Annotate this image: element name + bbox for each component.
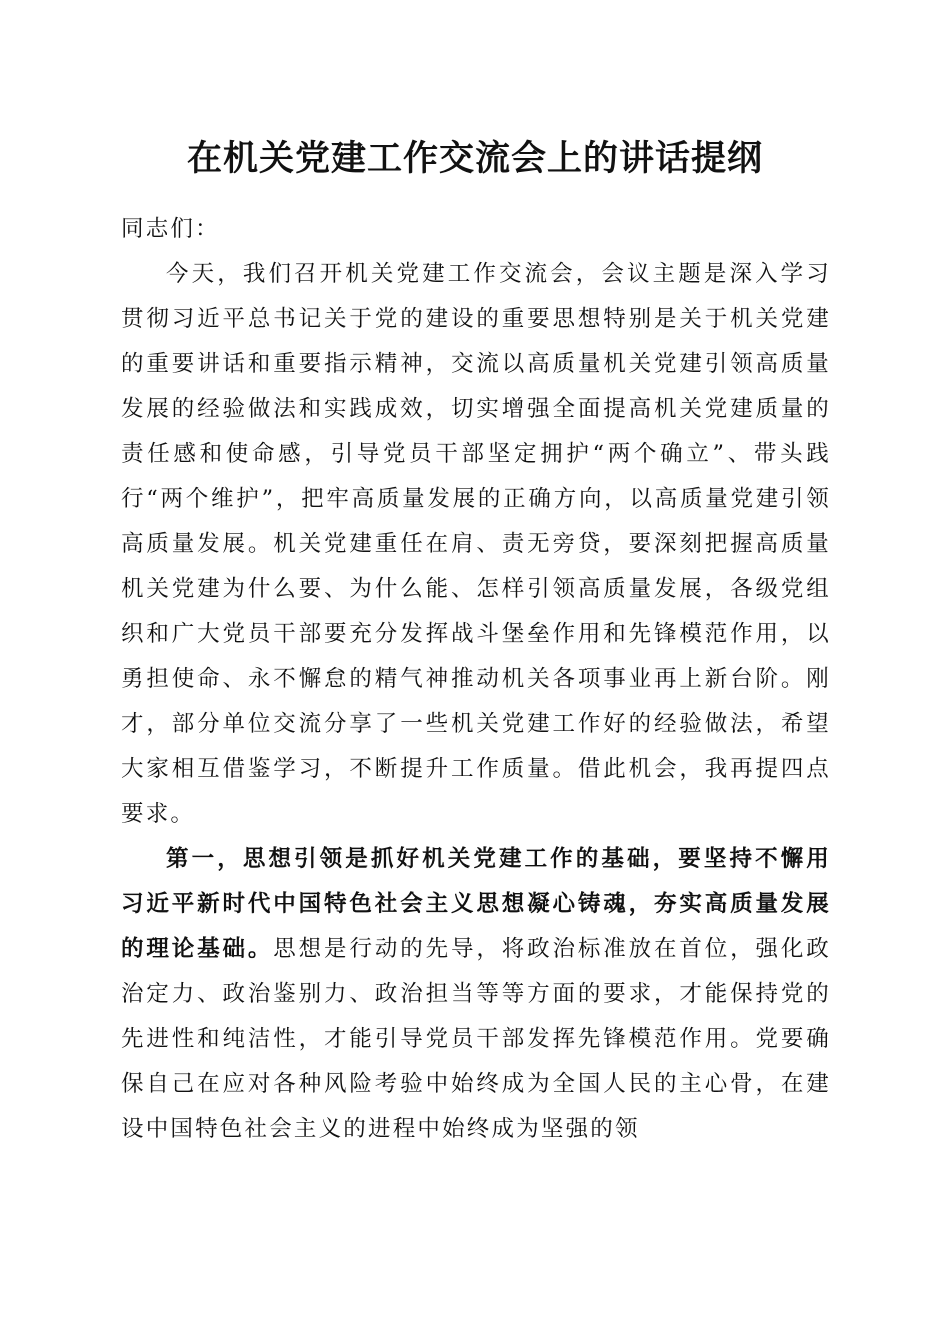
paragraph-lead-bold: 第一，思想引领是抓好机关党建工作的基础，要坚持不懈用习近平新时代中国特色社会主义思想凝心铸魂，夯实高质量发展的理论基础。	[121, 846, 831, 962]
paragraph-first-requirement	[121, 837, 831, 1152]
paragraph-intro: 今天，我们召开机关党建工作交流会，会议主题是深入学习贯彻习近平总书记关于党的建设的重要思想特别是关于机关党建的重要讲话和重要指示精神，交流以高质量机关党建引领高质量发展的经验做法和实践成效，切实增强全面提高机关党建质量的责任感和使命感，引导党员干部坚定拥护“两个确立”、带头践行“两个维护”，把牢高质量发展的正确方向，以高质量党建引领高质量发展。机关党建重任在肩、责无旁贷，要深刻把握高质量机关党建为什么要、为什么能、怎样引领高质量发展，各级党组织和广大党员干部要充分发挥战斗堡垒作用和先锋模范作用，以勇担使命、永不懈怠的精气神推动机关各项事业再上新台阶。刚才，部分单位交流分享了一些机关党建工作好的经验做法，希望大家相互借鉴学习，不断提升工作质量。借此机会，我再提四点要求。	[121, 261, 831, 827]
document-title: 在机关党建工作交流会上的讲话提纲	[186, 138, 763, 179]
salutation: 同志们：	[121, 216, 220, 242]
document-body	[121, 207, 831, 1152]
paragraph-body-text: 思想是行动的先导，将政治标准放在首位，强化政治定力、政治鉴别力、政治担当等等方面的要求，才能保持党的先进性和纯洁性，才能引导党员干部发挥先锋模范作用。党要确保自己在应对各种风险考验中始终成为全国人民的主心骨，在建设中国特色社会主义的进程中始终成为坚强的领	[121, 936, 832, 1142]
